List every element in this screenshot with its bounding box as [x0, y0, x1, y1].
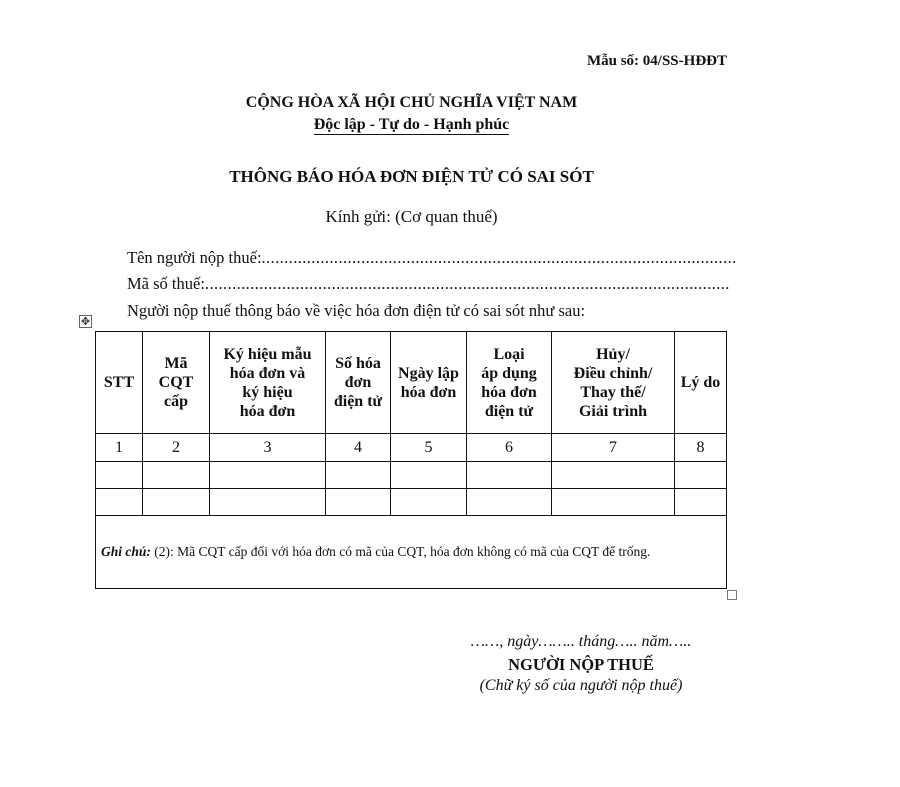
column-number: 5 [391, 434, 467, 462]
header-cell [391, 332, 467, 434]
header-cell [96, 332, 143, 434]
header-line: hóa đơn [239, 402, 296, 420]
column-number: 3 [210, 434, 326, 462]
errors-table [95, 331, 727, 589]
header-line: áp dụng [481, 364, 537, 382]
intro-text: Người nộp thuế thông báo về việc hóa đơn điện tử có sai sót như sau: [127, 301, 586, 320]
table-cell[interactable] [96, 489, 143, 516]
column-number-row [96, 434, 727, 462]
date-line: ……, ngày…….. tháng….. năm….. [470, 633, 692, 650]
table-row [96, 489, 727, 516]
form-number: Mẫu số: 04/SS-HĐĐT [586, 53, 727, 69]
motto: Độc lập - Tự do - Hạnh phúc [313, 116, 510, 133]
header-line: Lý do [680, 374, 721, 391]
table-cell[interactable] [675, 462, 727, 489]
recipient-line: Kính gửi: (Cơ quan thuế) [325, 207, 498, 226]
header-line: cấp [164, 393, 188, 410]
column-number: 6 [467, 434, 552, 462]
note-row [96, 516, 727, 589]
note-text: (2): Mã CQT cấp đối với hóa đơn có mã của CQT, hóa đơn không có mã của CQT để trống. [150, 544, 651, 559]
header-line: Điều chỉnh/ [573, 364, 653, 382]
table-cell[interactable] [143, 489, 210, 516]
tax-code-label: Mã số thuế: [127, 274, 205, 293]
header-line: Mã [164, 355, 188, 372]
table-cell[interactable] [467, 489, 552, 516]
table-cell[interactable] [391, 462, 467, 489]
header-line: hóa đơn [481, 383, 537, 401]
header-line: hóa đơn [400, 383, 457, 401]
signature-note: (Chữ ký số của người nộp thuế) [479, 677, 683, 694]
column-number: 4 [326, 434, 391, 462]
table-cell[interactable] [326, 462, 391, 489]
table-cell[interactable] [675, 489, 727, 516]
header-cell [326, 332, 391, 434]
table-cell[interactable] [210, 489, 326, 516]
table-cell[interactable] [326, 489, 391, 516]
republic-title: CỘNG HÒA XÃ HỘI CHỦ NGHĨA VIỆT NAM [245, 94, 578, 111]
header-cell [143, 332, 210, 434]
header-line: điện tử [333, 393, 383, 410]
table-cell[interactable] [143, 462, 210, 489]
tax-code-line[interactable] [127, 274, 730, 294]
header-line: Loại [493, 345, 525, 363]
header-line: Hủy/ [596, 345, 630, 363]
header-line: Ký hiệu mẫu [223, 345, 312, 363]
header-line: điện tử [484, 402, 534, 420]
header-line: đơn [344, 374, 372, 391]
table-cell[interactable] [552, 462, 675, 489]
table-cell[interactable] [391, 489, 467, 516]
header-line: Thay thế/ [580, 383, 646, 401]
table-cell[interactable] [210, 462, 326, 489]
note-cell [96, 516, 727, 589]
header-cell [467, 332, 552, 434]
header-line: Ngày lập [398, 364, 459, 382]
header-line: CQT [158, 374, 194, 391]
column-number: 7 [552, 434, 675, 462]
resize-handle-icon[interactable] [727, 590, 737, 600]
motto-container [0, 116, 823, 134]
header-line: STT [103, 374, 135, 391]
column-number: 2 [143, 434, 210, 462]
document-title: THÔNG BÁO HÓA ĐƠN ĐIỆN TỬ CÓ SAI SÓT [229, 167, 594, 186]
header-line: ký hiệu [242, 383, 293, 401]
table-cell[interactable] [552, 489, 675, 516]
table-cell[interactable] [467, 462, 552, 489]
tax-code-dots[interactable]: .................................................................................................................... [204, 274, 730, 293]
column-number: 1 [96, 434, 143, 462]
header-line: Giải trình [578, 402, 647, 420]
header-line: Số hóa [335, 355, 381, 372]
move-icon[interactable]: ✥ [80, 315, 91, 328]
table-row [96, 462, 727, 489]
note-label: Ghi chú: [101, 544, 151, 559]
header-cell [675, 332, 727, 434]
header-cell [552, 332, 675, 434]
taxpayer-name-line[interactable] [127, 248, 737, 268]
header-line: hóa đơn và [229, 364, 306, 382]
table-header-row [96, 332, 727, 434]
column-number: 8 [675, 434, 727, 462]
table-cell[interactable] [96, 462, 143, 489]
header-cell [210, 332, 326, 434]
taxpayer-name-label: Tên người nộp thuế: [127, 248, 262, 267]
signer-title: NGƯỜI NỘP THUẾ [508, 655, 654, 674]
taxpayer-name-dots[interactable]: ......................................................................................................... [261, 248, 737, 267]
